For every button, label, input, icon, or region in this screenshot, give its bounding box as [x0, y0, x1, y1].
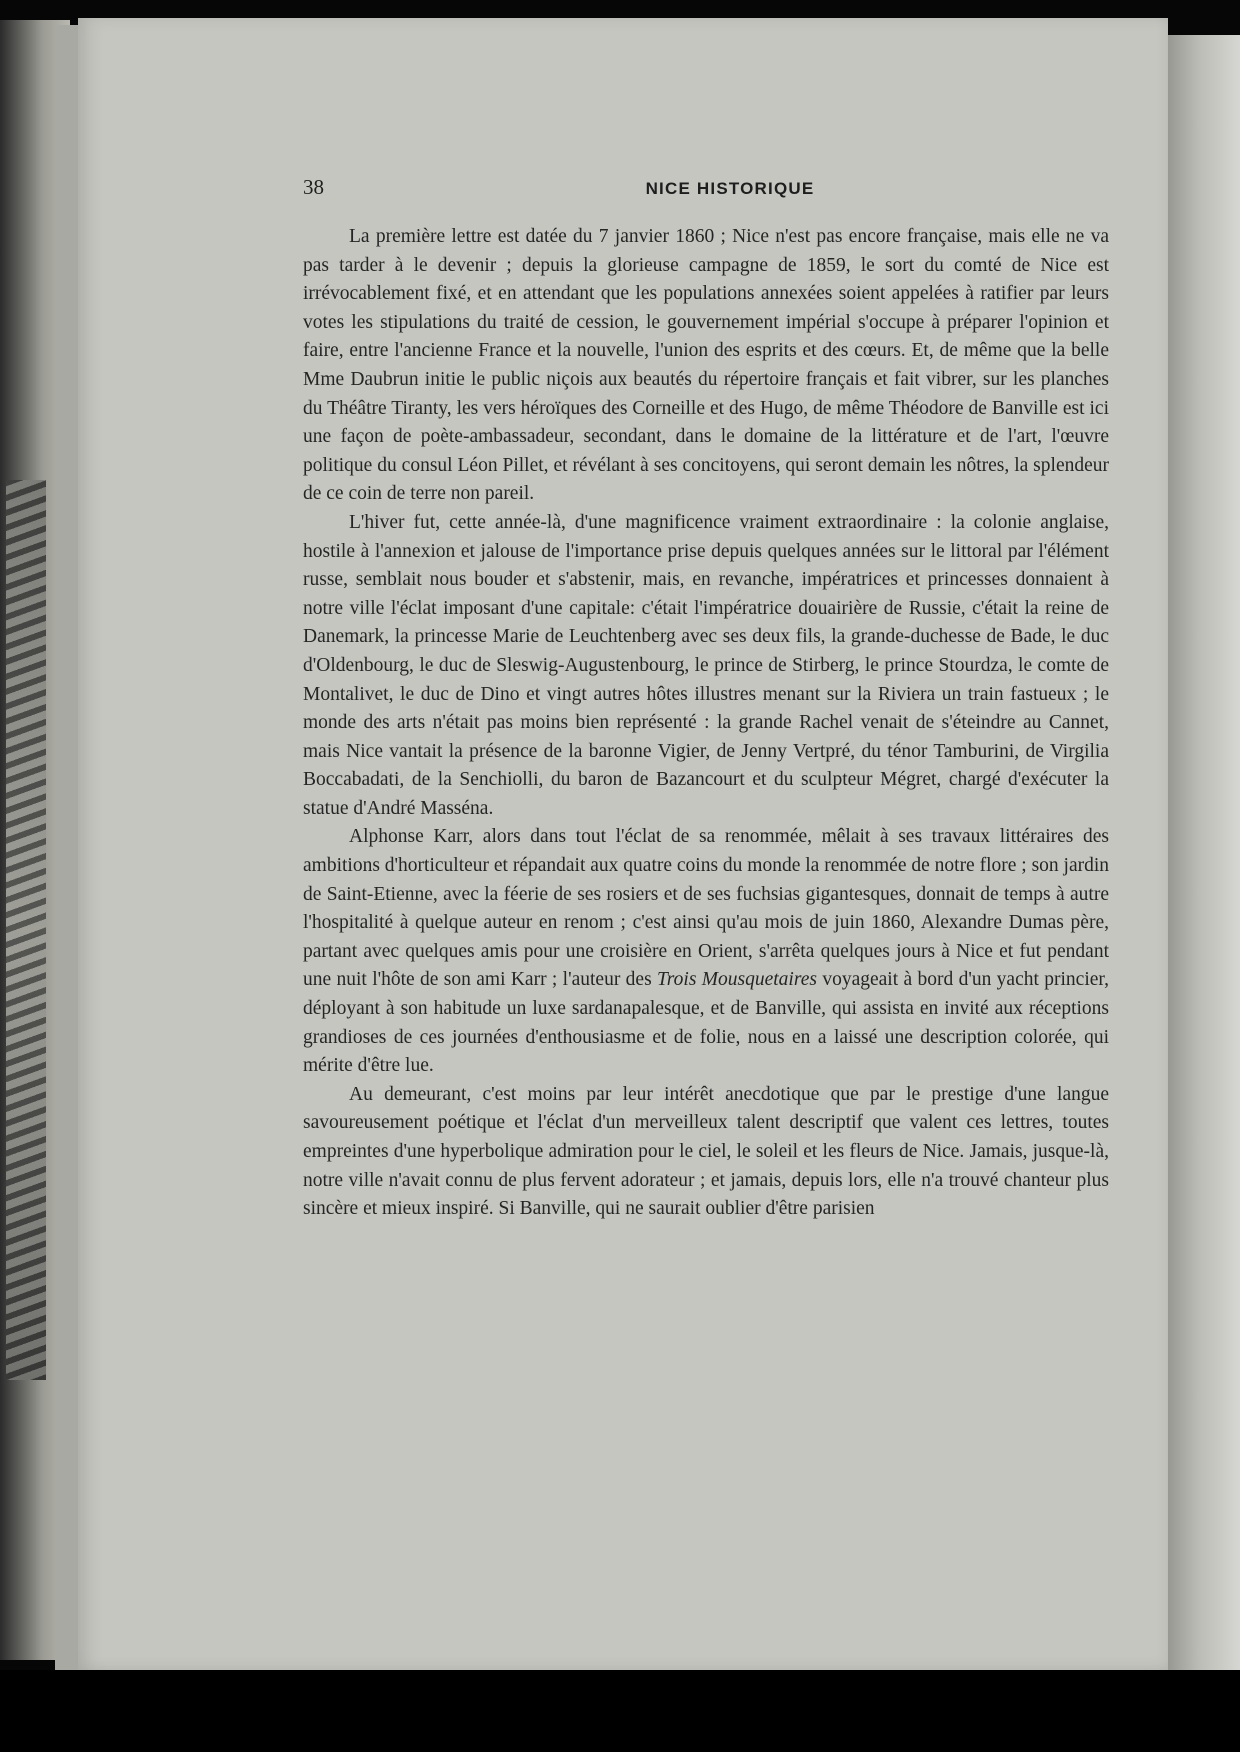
- book-title-italic: Trois Mousquetaires: [657, 969, 817, 991]
- running-title: NICE HISTORIQUE: [645, 179, 815, 198]
- paragraph-1: La première lettre est datée du 7 janvier 1860 ; Nice n'est pas encore française, mais elle ne va pas tarder à le devenir ; depuis la glorieuse campagne de 1859, le sort du comté de Nice est irrévocablement fixé, et en attendant que les populations annexées soient appelées à ratifier par leurs votes les stipulations du traité de cession, le gouvernement impérial s'occupe à préparer l'opinion et faire, entre l'ancienne France et la nouvelle, l'union des esprits et des cœurs. Et, de même que la belle Mme Daubrun initie le public niçois aux beautés du répertoire français et fait vibrer, sur les planches du Théâtre Tiranty, les vers héroïques des Corneille et des Hugo, de même Théodore de Banville est ici une façon de poète-ambassadeur, secondant, dans le domaine de la littérature et de l'art, l'œuvre politique du consul Léon Pillet, et révélant à ses concitoyens, qui seront demain les nôtres, la splendeur de ce coin de terre non pareil.: [303, 226, 1109, 505]
- paragraph-2: L'hiver fut, cette année-là, d'une magnificence vraiment extraordinaire : la colonie anglaise, hostile à l'annexion et jalouse de l'importance prise depuis quelques années sur le littoral par l'élément russe, semblait nous bouder et s'abstenir, mais, en revanche, impératrices et princesses donnaient à notre ville l'éclat imposant d'une capitale: c'était l'impératrice douairière de Russie, c'était la reine de Danemark, la princesse Marie de Leuchtenberg avec ses deux fils, la grande-duchesse de Bade, le duc d'Oldenbourg, le duc de Sleswig-Augustenbourg, le prince de Stirberg, le prince Stourdza, le comte de Montalivet, le duc de Dino et vingt autres hôtes illustres menant sur la Riviera un train fastueux ; le monde des arts n'était pas moins bien représenté : la grande Rachel venait de s'éteindre au Cannet, mais Nice vantait la présence de la baronne Vigier, de Jenny Vertpré, du ténor Tamburini, de Virgilia Boccabadati, de la Senchiolli, du baron de Bazancourt et du sculpteur Mégret, chargé d'exécuter la statue d'André Masséna.: [303, 511, 1109, 819]
- paragraph-3-text-before: Alphonse Karr, alors dans tout l'éclat de sa renommée, mêlait à ses travaux littéraires des ambitions d'horticulteur et répandait aux quatre coins du monde la renommée de notre flore ; son jardin de Saint-Etienne, avec la féerie de ses rosiers et de ses fuchsias gigantesques, donnait de temps à autre l'hospitalité à quelque auteur en renom ; c'est ainsi qu'au mois de juin 1860, Alexandre Dumas père, partant avec quelques amis pour une croisière en Orient, s'arrêta quelques jours à Nice et fut pendant une nuit l'hôte de son ami Karr ; l'auteur des: [303, 826, 1110, 991]
- scan-bottom-border: [0, 1670, 1240, 1752]
- marbled-endpaper: [6, 480, 46, 1380]
- page-fore-edge: [1160, 35, 1240, 1675]
- page-number: 38: [303, 175, 324, 199]
- page-header: [303, 175, 1109, 205]
- paragraph-3: [303, 823, 1109, 1080]
- body-text: [303, 223, 1109, 1224]
- paragraph-4: Au demeurant, c'est moins par leur intérêt anecdotique que par le prestige d'une langue savoureusement poétique et l'éclat d'un merveilleux talent descriptif que valent ces lettres, toutes empreintes d'une hyperbolique admiration pour le ciel, le soleil et les fleurs de Nice. Jamais, jusque-là, notre ville n'avait connu de plus fervent adorateur ; et jamais, depuis lors, elle n'a trouvé chanteur plus sincère et mieux inspiré. Si Banville, qui ne saurait oublier d'être parisien: [303, 1083, 1109, 1220]
- paragraph-3-text-after: voyageait à bord d'un yacht princier, déployant à son habitude un luxe sardanapalesque, et de Banville, qui assista en invité aux réceptions grandioses de ces journées d'enthousiasme et de folie, nous en a laissé une description colorée, qui mérite d'être lue.: [303, 969, 1109, 1077]
